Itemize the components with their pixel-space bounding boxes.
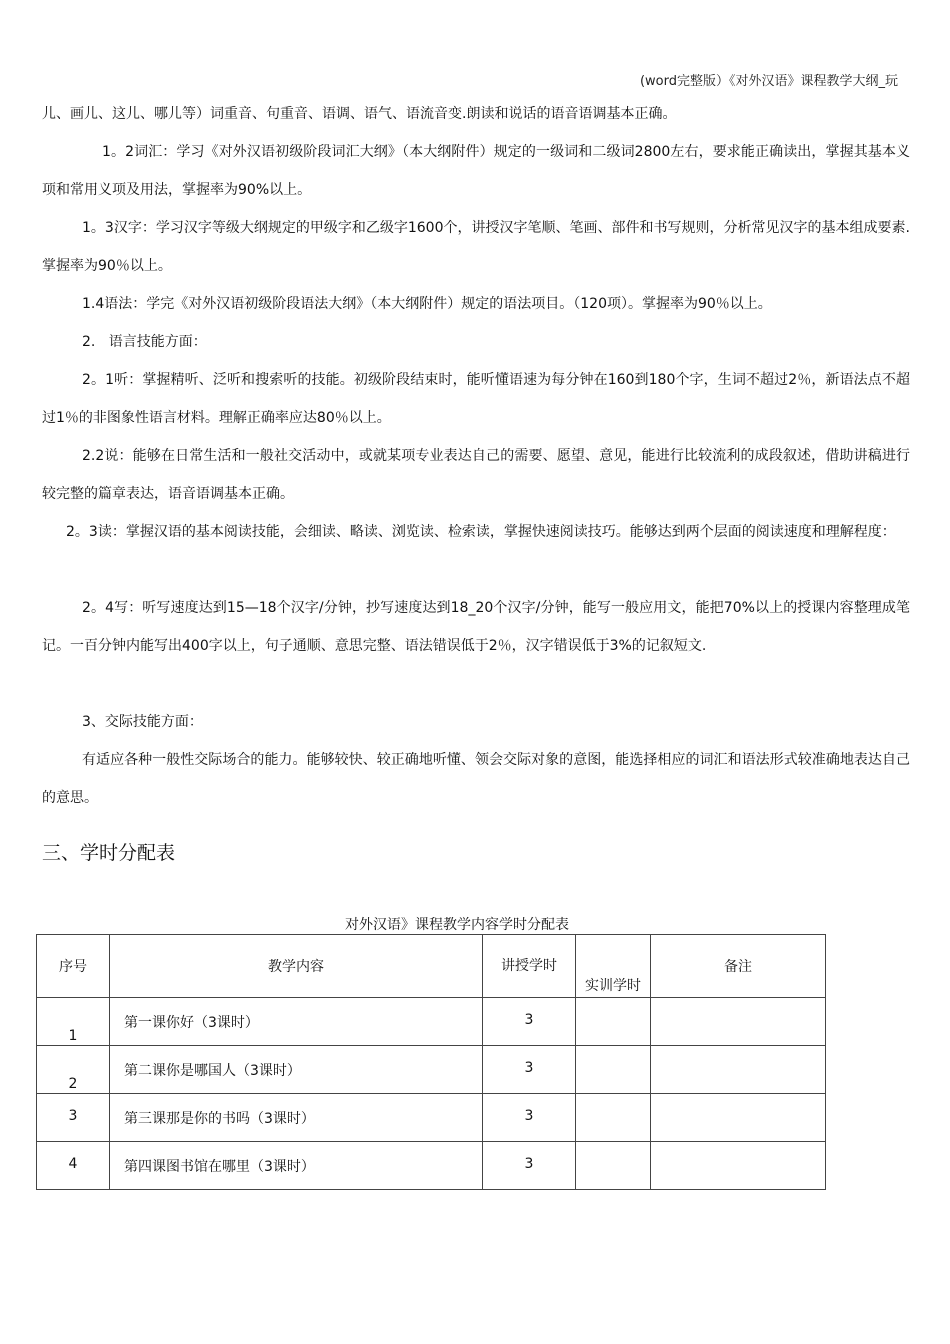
- cell-note: [651, 1046, 826, 1094]
- cell-no: 2: [37, 1046, 110, 1094]
- hours-allocation-table: [36, 934, 826, 1190]
- paragraph-skills-heading: 2. 语言技能方面：: [82, 334, 207, 350]
- header-practice-hours: 实训学时: [576, 935, 651, 998]
- paragraph-communication-heading: 3、交际技能方面：: [82, 714, 203, 730]
- header-note: 备注: [651, 935, 826, 998]
- cell-content: 第二课你是哪国人（3课时）: [110, 1046, 483, 1094]
- paragraph-reading: 2。3读：掌握汉语的基本阅读技能，会细读、略读、浏览读、检索读，掌握快速阅读技巧。能够达到两个层面的阅读速度和理解程度：: [66, 524, 896, 540]
- paragraph-vocabulary: 1。2词汇：学习《对外汉语初级阶段词汇大纲》（本大纲附件）规定的一级词和二级词2800左右，要求能正确读出，掌握其基本义项和常用义项及用法，掌握率为90%以上。: [42, 144, 910, 198]
- cell-practice: [576, 1094, 651, 1142]
- table-row: [37, 1046, 826, 1094]
- cell-no: 4: [37, 1142, 110, 1190]
- cell-lecture: 3: [483, 1142, 576, 1190]
- paragraph-writing: 2。4写：听写速度达到15—18个汉字/分钟，抄写速度达到18_20个汉字/分钟，能写一般应用文，能把70%以上的授课内容整理成笔记。一百分钟内能写出400字以上，句子通顺、意思完整、语法错误低于2％，汉字错误低于3%的记叙短文.: [42, 600, 910, 654]
- cell-lecture: 3: [483, 1094, 576, 1142]
- page-header: (word完整版）《对外汉语》课程教学大纲_玩: [639, 74, 898, 89]
- cell-content: 第三课那是你的书吗（3课时）: [110, 1094, 483, 1142]
- cell-no: 1: [37, 998, 110, 1046]
- paragraph-phonetics-end: 儿、画儿、这儿、哪儿等）词重音、句重音、语调、语气、语流音变.朗读和说话的语音语调基本正确。: [42, 106, 677, 122]
- cell-content: 第一课你好（3课时）: [110, 998, 483, 1046]
- section-heading: 三、学时分配表: [42, 842, 176, 864]
- table-row: [37, 998, 826, 1046]
- paragraph-listening: 2。1听：掌握精听、泛听和搜索听的技能。初级阶段结束时，能听懂语速为每分钟在160到180个字，生词不超过2％，新语法点不超过1％的非图象性语言材料。理解正确率应达80％以上。: [42, 372, 910, 426]
- cell-practice: [576, 1142, 651, 1190]
- cell-note: [651, 1142, 826, 1190]
- cell-lecture: 3: [483, 998, 576, 1046]
- paragraph-grammar: 1.4语法：学完《对外汉语初级阶段语法大纲》（本大纲附件）规定的语法项目。（120项）。掌握率为90％以上。: [82, 296, 772, 312]
- cell-lecture: 3: [483, 1046, 576, 1094]
- cell-practice: [576, 1046, 651, 1094]
- cell-no: 3: [37, 1094, 110, 1142]
- cell-content: 第四课图书馆在哪里（3课时）: [110, 1142, 483, 1190]
- header-lecture-hours: 讲授学时: [483, 935, 576, 998]
- cell-note: [651, 998, 826, 1046]
- paragraph-speaking: 2.2说：能够在日常生活和一般社交活动中，或就某项专业表达自己的需要、愿望、意见，能进行比较流利的成段叙述，借助讲稿进行较完整的篇章表达，语音语调基本正确。: [42, 448, 910, 502]
- table-header-row: [37, 935, 826, 998]
- table-row: [37, 1094, 826, 1142]
- paragraph-characters: 1。3汉字：学习汉字等级大纲规定的甲级字和乙级字1600个，讲授汉字笔顺、笔画、部件和书写规则，分析常见汉字的基本组成要素.掌握率为90％以上。: [42, 220, 910, 274]
- cell-practice: [576, 998, 651, 1046]
- header-content: 教学内容: [110, 935, 483, 998]
- table-row: [37, 1142, 826, 1190]
- header-no: 序号: [37, 935, 110, 998]
- table-caption: 对外汉语》课程教学内容学时分配表: [345, 917, 569, 933]
- cell-note: [651, 1094, 826, 1142]
- paragraph-communication: 有适应各种一般性交际场合的能力。能够较快、较正确地听懂、领会交际对象的意图，能选择相应的词汇和语法形式较准确地表达自己的意思。: [42, 752, 910, 806]
